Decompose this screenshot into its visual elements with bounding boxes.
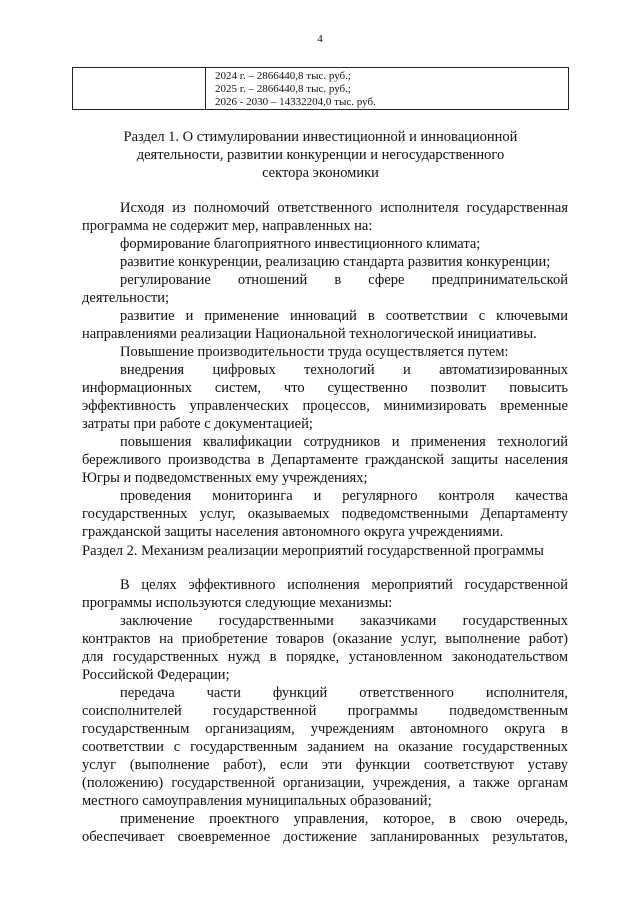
section-1-heading [72, 128, 569, 182]
paragraph-line: внедрения цифровых технологий и автоматизированных [120, 362, 568, 378]
paragraph-line: местного самоуправления муниципальных образований; [82, 793, 432, 809]
paragraph-line: применение проектного управления, которое, в свою очередь, [120, 811, 568, 827]
paragraph-line: Югры и подведомственных ему учреждениях; [82, 470, 368, 486]
paragraph-line: направлениями реализации Национальной технологической инициативы. [82, 326, 537, 342]
section-1-heading-line: Раздел 1. О стимулировании инвестиционной и инновационной [123, 129, 518, 145]
funding-table-label-cell [73, 68, 206, 109]
section-1-heading-line: сектора экономики [262, 165, 379, 181]
paragraph-line: эффективность управленческих процессов, минимизировать временные [82, 398, 568, 414]
paragraph-line: для государственных нужд в порядке, установленном законодательством [82, 649, 568, 665]
paragraph-line: контрактов на приобретение товаров (оказание услуг, выполнение работ) [82, 631, 568, 647]
funding-row-2025: 2025 г. – 2866440,8 тыс. руб.; [215, 83, 351, 95]
paragraph-line: затраты при работе с документацией; [82, 416, 313, 432]
paragraph-line: деятельности; [82, 290, 170, 306]
paragraph-line: формирование благоприятного инвестиционного климата; [120, 236, 481, 252]
funding-table [72, 67, 569, 110]
paragraph-line: Российской Федерации; [82, 667, 230, 683]
paragraph-line: развитие конкуренции, реализацию стандарта развития конкуренции; [120, 254, 551, 270]
paragraph-line: программа не содержит мер, направленных на: [82, 218, 373, 234]
page-number: 4 [317, 33, 323, 45]
paragraph-line: гражданской защиты населения автономного округа учреждениями. [82, 524, 504, 540]
section-1-heading-line: деятельности, развитии конкуренции и негосударственного [136, 147, 505, 163]
paragraph-line: проведения мониторинга и регулярного контроля качества [120, 488, 568, 504]
paragraph-line: услуг (выполнение работ), если эти функции соответствуют уставу [82, 757, 568, 773]
paragraph-line: государственных услуг, оказываемых подведомственными Департаменту [82, 506, 568, 522]
paragraph-line: бережливого производства в Департаменте гражданской защиты населения [82, 452, 568, 468]
paragraph-line: государственным организациям, учреждениям автономного округа в [82, 721, 568, 737]
paragraph-line: соисполнителей государственной программы подведомственным [82, 703, 568, 719]
paragraph-line: регулирование отношений в сфере предпринимательской [120, 272, 568, 288]
paragraph-line: (положению) государственной организации, учреждения, а также органам [82, 775, 568, 791]
paragraph-line: передача части функций ответственного исполнителя, [120, 685, 568, 701]
funding-row-2024: 2024 г. – 2866440,8 тыс. руб.; [215, 70, 351, 82]
funding-row-2026-2030: 2026 - 2030 – 14332204,0 тыс. руб. [215, 96, 376, 108]
paragraph-line: повышения квалификации сотрудников и применения технологий [120, 434, 568, 450]
paragraph-line: заключение государственными заказчиками государственных [120, 613, 568, 629]
paragraph-line: Повышение производительности труда осуществляется путем: [120, 344, 509, 360]
paragraph-line: В целях эффективного исполнения мероприятий государственной [120, 577, 568, 593]
funding-table-values-cell [206, 68, 568, 109]
paragraph-line: соответствии с государственным заданием на оказание государственных [82, 739, 568, 755]
paragraph-line: информационных систем, что существенно позволит повысить [82, 380, 568, 396]
paragraph-line: развитие и применение инноваций в соответствии с ключевыми [120, 308, 568, 324]
paragraph-line: Исходя из полномочий ответственного исполнителя государственная [120, 200, 568, 216]
paragraph-line: обеспечивает своевременное достижение запланированных результатов, [82, 829, 568, 845]
paragraph-line: программы используются следующие механизмы: [82, 595, 393, 611]
section-2-heading: Раздел 2. Механизм реализации мероприятий государственной программы [82, 543, 544, 559]
